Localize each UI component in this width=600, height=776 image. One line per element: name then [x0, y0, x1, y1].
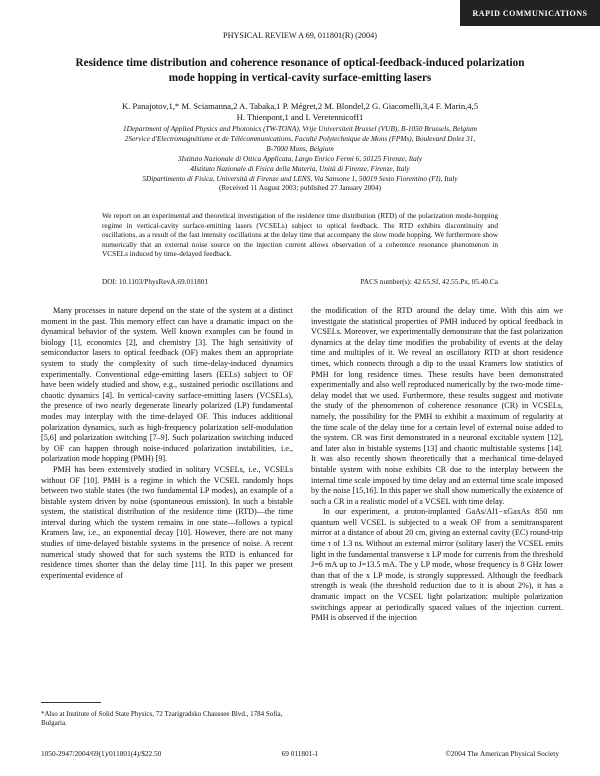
affiliation-5: 5Dipartimento di Fisica, Università di Firenze and LENS, Via Sansone 1, 50019 Sesto Fiorentino (FI), Italy [142, 173, 458, 183]
author-list [40, 101, 560, 123]
affiliation-2-cont: B-7000 Mons, Belgium [266, 143, 334, 153]
authors-line-2: H. Thienpont,1 and I. Veretennicoff1 [236, 111, 364, 122]
pacs-numbers: PACS number(s): 42.65.Sf, 42.55.Px, 05.40.Ca [360, 277, 498, 286]
footnote-rule [41, 702, 101, 703]
abstract: We report on an experimental and theoretical investigation of the residence time distribution (RTD) of the polarization mode-hopping regime in vertical-cavity surface-emitting lasers (VCSELs) subject to optical feedback. The RTD exhibits discontinuity and oscillations, as a result of the fast intensity oscillations at the delay time that accompany the slow mode hopping. We furthermore show numerically that an external noise source on the injection current allows observation of a coherence resonance phenomenon in VCSELs induced by time-delayed feedback. [102, 211, 498, 258]
footer-page-number: 69 011801-1 [281, 749, 319, 758]
right-column [311, 306, 563, 624]
journal-header: PHYSICAL REVIEW A 69, 011801(R) (2004) [223, 31, 377, 40]
affiliation-4: 4Istituto Nazionale di Fisica della Materia, Unità di Firenze, Firenze, Italy [190, 163, 410, 173]
affiliation-2: 2Service d'Electromagnétisme et de Télécommunications, Faculté Polytechnique de Mons (FPMs), Boulevard Dolez 31, [124, 133, 476, 143]
body-paragraph: In our experiment, a proton-implanted GaAs/Al1−xGaxAs 850 nm quantum well VCSEL is subjected to a weak OF from a semitransparent mirror at a distance of about 20 cm, giving an external cavity (EC) round-trip time τ of 1.3 ns. Without an external mirror (solitary laser) the VCSEL emits light in the fundamental transverse x LP mode for currents from the threshold J=6 mA up to J=13.5 mA. The y LP mode, whose frequency is 8 GHz lower than that of the x LP mode, is strongly suppressed. Although the feedback strength is weak (the threshold reduction due to it is about 2%), it has a dramatic impact on the VCSEL light polarization: multiple polarization switchings appear at periodically spaced values of the injection current. PMH is observed if the injection [311, 507, 563, 623]
footer-copyright: ©2004 The American Physical Society [445, 749, 559, 758]
footnote: *Also at Institute of Solid State Physics, 72 Tzarigradsko Chaussee Blvd., 1784 Sofia, Bulgaria. [41, 710, 283, 727]
affiliation-3: 3Istituto Nazionale di Ottica Applicata, Largo Enrico Fermi 6, 50125 Firenze, Italy [177, 153, 423, 163]
affiliations [40, 124, 560, 193]
affiliation-1: 1Department of Applied Physics and Photonics (TW-TONA), Vrije Universiteit Brussel (VUB), B-1050 Brussels, Belgium [123, 124, 477, 133]
body-paragraph: PMH has been extensively studied in solitary VCSELs, i.e., VCSELs without OF [10]. PMH is a regime in which the VCSEL randomly hops between two stable states (the two fundamental LP modes), an example of a bistable system driven by noise (spontaneous emission). In such a bistable system, the statistical distribution of the residence time (RTD)—the time interval during which the system remains in one state—follows a typical Kramers law, i.e., an exponential decay [10]. However, there are not many studies of time-delayed bistable systems in the presence of noise. A recent numerical study showed that for such systems the RTD is enhanced for residence times shorter than the delay time [11]. In this paper we present experimental evidence of [41, 464, 293, 580]
authors-line-1: K. Panajotov,1,* M. Sciamanna,2 A. Tabaka,1 P. Mégret,2 M. Blondel,2 G. Giacomelli,3,4 F. Marin,4,5 [121, 101, 479, 111]
title-line-2: mode hopping in vertical-cavity surface-emitting lasers [168, 71, 432, 84]
left-column [41, 306, 293, 581]
body-paragraph: Many processes in nature depend on the state of the system at a distinct moment in the past. This memory effect can have a dramatic impact on the dynamical behavior of the system. Well known examples can be found in biology [1], economics [2], and chemistry [3]. The high sensitivity of semiconductor lasers to optical feedback (OF) makes them an appropriate system to study the complexity of such time-delay-induced dynamics experimentally. Conventional edge-emitting lasers (EELs) subject to OF have been widely studied and show, e.g., sustained periodic oscillations and chaotic dynamics [4]. In vertical-cavity surface-emitting lasers (VCSELs), the presence of two nearly degenerate linearly polarized (LP) fundamental modes may interplay with the time-delayed OF. This induces additional polarization dynamics, such as high-frequency polarization self-modulation [5,6] and polarization switching [7–9]. Such polarization switching induced by OF can happen through noise-induced polarization instabilities, i.e., polarization mode hopping (PMH) [9]. [41, 306, 293, 464]
doi-link[interactable]: DOI: 10.1103/PhysRevA.69.011801 [102, 277, 209, 286]
rapid-communications-banner: RAPID COMMUNICATIONS [460, 0, 600, 26]
footer-issn: 1050-2947/2004/69(1)/011801(4)/$22.50 [41, 749, 162, 758]
paper-title [40, 56, 560, 85]
title-line-1: Residence time distribution and coherence resonance of optical-feedback-induced polarization [75, 57, 525, 69]
body-paragraph: the modification of the RTD around the delay time. With this aim we investigate the statistical properties of PMH induced by optical feedback in VCSELs. Moreover, we experimentally demonstrate that the fast polarization dynamics at the delay time modifies the probability of events at the delay time and multiples of it. We reveal an oscillatory RTD at short residence times, which connects through a dip to the usual Kramers low statistics of PMH for long residence times. These results have been demonstrated experimentally and also well reproduced numerically by the two-mode time-delay model that we used. Furthermore, these results suggest and motivate the study of the phenomenon of coherence resonance (CR) in VCSELs, namely, the possibility for the PMH to exhibit a maximum of regularity at the time scale of the delay time for a certain level of external noise added to the system. CR was first demonstrated in a neuronal excitable system [12], and later also in bistable systems [13] and chaotic multistable systems [14]. It was also recently shown theoretically that a mechanical time-delayed bistable system with noise exhibits CR due to the interplay between the internal time scale imposed by time delay and an external time scale imposed by the noise [15,16]. In this paper we shall show numerically the existence of such a CR in a realistic model of a VCSEL with time delay. [311, 306, 563, 506]
received-dates: (Received 11 August 2003; published 27 January 2004) [218, 183, 382, 193]
